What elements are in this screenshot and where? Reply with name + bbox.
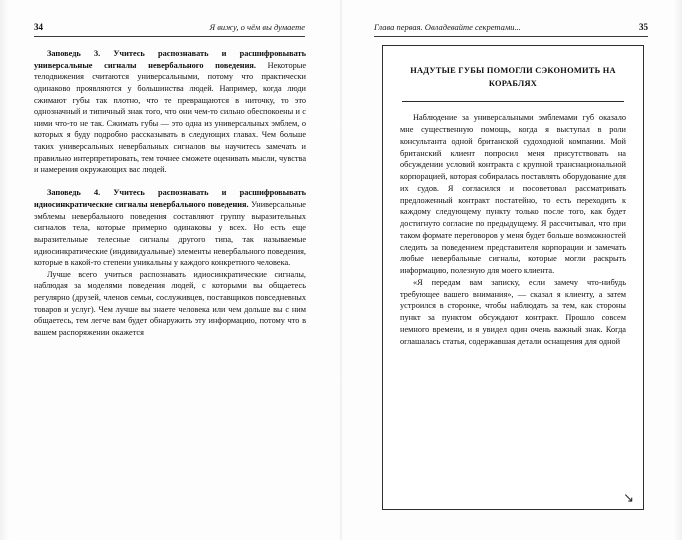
sidebar-paragraph-1: Наблюдение за универсальными эмблемами губ оказало мне существенную помощь, когда я выступал в роли консультанта одной британской судоходной компании. Мой британский клиент попросил меня присутствовать на обсуждении условий контракта с крупной транснациональной корпорацией, которая собиралась поставлять оборудование для их судов. Я согласился и посоветовал рассматривать предложенный контракт постатейно, то есть переходить к каждому следующему пункту только после того, как будет достигнуто согласие по предыдущему. Я рассчитывал, что при таком формате переговоров у меня будет больше возможностей следить за поведением представителя корпорации и замечать любые невербальные сигналы, которые могли раскрыть информацию, полезную для моего клиента.: [400, 113, 626, 276]
left-page-number: 34: [34, 22, 43, 32]
sidebar-title-divider: [402, 101, 624, 102]
paragraph-idiosyncratic-practice: [34, 269, 306, 339]
commandment-3-body: Некоторые телодвижения считаются универсальными, потому что практически одинаково проявляются у большинства людей. Например, когда люди сжимают губы так плотно, что те превращаются в ниточку, то это однозначный и типичный знак того, что они чем-то сильно обеспокоены и с ними что-то не так. Сжимать губы — это одна из универсальных эмблем, о которых я буду подробно рассказывать в следующих главах. Чем больше таких универсальных невербальных сигналов вы научитесь замечать и правильно интерпретировать, тем точнее сможете оценивать мысли, чувства и намерения окружающих вас людей.: [34, 60, 307, 175]
right-page-number: 35: [639, 22, 648, 32]
paragraph-commandment-4: [34, 187, 306, 268]
right-page: [341, 0, 682, 540]
commandment-3-lead: Заповедь 3. Учитесь распознавать и расшифровывать универсальные сигналы невербального поведения.: [34, 49, 306, 70]
sidebar-story-title: НАДУТЫЕ ГУБЫ ПОМОГЛИ СЭКОНОМИТЬ НА КОРАБЛЯХ: [410, 66, 616, 88]
sidebar-story-box: [382, 45, 644, 510]
sidebar-story-body: [400, 112, 626, 347]
continuation-arrow-icon: ↘: [623, 491, 634, 506]
sidebar-paragraph-2: «Я передам вам записку, если замечу что-нибудь требующее вашего внимания», — сказал я клиенту, а затем устроился в сторонке, чтобы наблюдать за тем, как стороны пункт за пунктом обсуждают контракт. Прошло совсем немного времени, и я увидел один очень важный знак. Когда оглашалась статья, содержавшая детали оснащения для одной: [400, 277, 626, 346]
left-running-head: [34, 22, 305, 37]
paragraph-commandment-3: [34, 48, 306, 176]
left-text-column: [34, 48, 306, 339]
left-running-head-title: Я вижу, о чём вы думаете: [209, 22, 305, 32]
right-running-head-title: Глава первая. Овладевайте секретами...: [374, 22, 521, 32]
commandment-4-lead: Заповедь 4. Учитесь распознавать и расшифровывать идиосинкратические сигналы невербального поведения.: [34, 188, 306, 210]
commandment-4-body: Универсальные эмблемы невербального поведения составляют группу выразительных сигналов тела, которые примерно одинаковы у всех. Но есть еще выразительные телесные сигналы другого типа, так называемые идиосинкратические (индивидуальные) элементы невербального поведения, которые в какой-то степени уникальны у каждого конкретного человека.: [34, 200, 306, 268]
right-running-head: [374, 22, 648, 37]
idiosyncratic-practice-body: Лучше всего учиться распознавать идиосинкратические сигналы, наблюдая за моделями поведения людей, с которыми вы общаетесь регулярно (друзей, членов семьи, сослуживцев, поставщиков повседневных товаров и услуг). Чем лучше вы знаете человека или чем дольше вы с ним общаетесь, тем легче вам будет обнаружить эту информацию, потому что в вашем распоряжении окажется: [34, 269, 306, 337]
